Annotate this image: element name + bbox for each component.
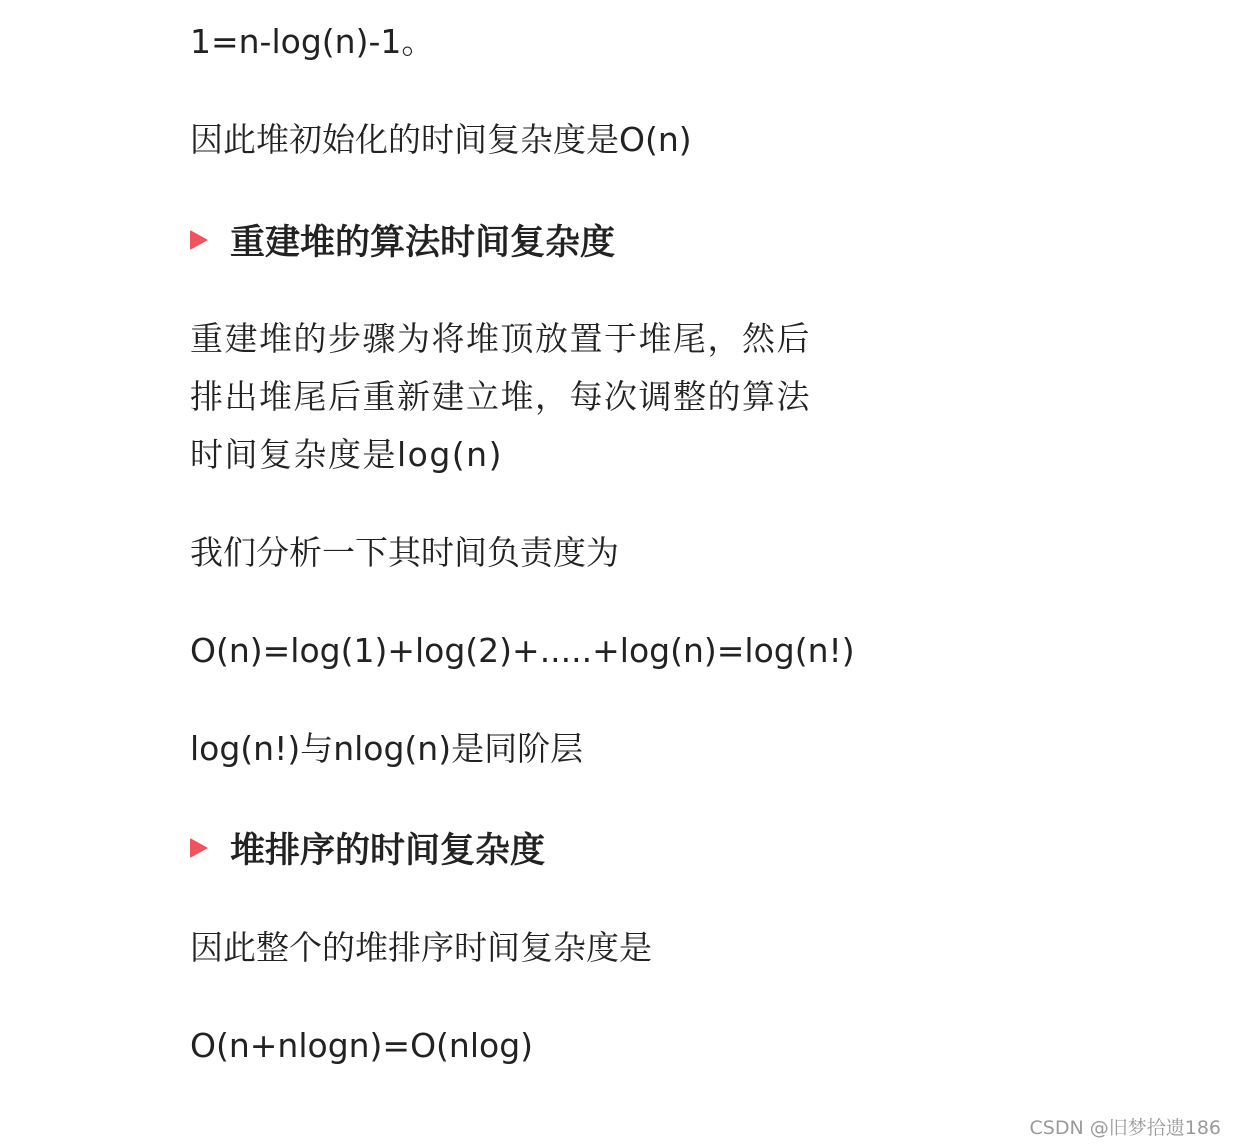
section-heading-heapsort <box>190 826 545 870</box>
paragraph-line: 排出堆尾后重新建立堆，每次调整的算法 <box>190 377 811 416</box>
csdn-watermark: CSDN @旧梦拾遗186 <box>1029 1117 1221 1139</box>
triangle-bullet-icon <box>190 838 208 858</box>
init-complexity-conclusion: 因此堆初始化的时间复杂度是O(n) <box>190 120 692 159</box>
analysis-intro: 我们分析一下其时间负责度为 <box>190 533 619 572</box>
paragraph-line: 重建堆的步骤为将堆顶放置于堆尾，然后 <box>190 319 811 358</box>
complexity-equivalence: log(n!)与nlog(n)是同阶层 <box>190 729 584 768</box>
paragraph-line: 时间复杂度是log(n) <box>190 435 503 474</box>
rebuild-heap-paragraph <box>190 310 811 484</box>
triangle-bullet-icon <box>190 230 208 250</box>
section-heading-text: 重建堆的算法时间复杂度 <box>230 223 616 263</box>
section-heading-text: 堆排序的时间复杂度 <box>230 831 546 871</box>
log-factorial-formula: O(n)=log(1)+log(2)+.....+log(n)=log(n!) <box>190 631 855 670</box>
heapsort-formula: O(n+nlogn)=O(nlog) <box>190 1026 534 1065</box>
heapsort-conclusion: 因此整个的堆排序时间复杂度是 <box>190 928 652 967</box>
previous-line-tail: 1=n-log(n)-1。 <box>190 22 435 61</box>
section-heading-rebuild-heap <box>190 218 615 262</box>
